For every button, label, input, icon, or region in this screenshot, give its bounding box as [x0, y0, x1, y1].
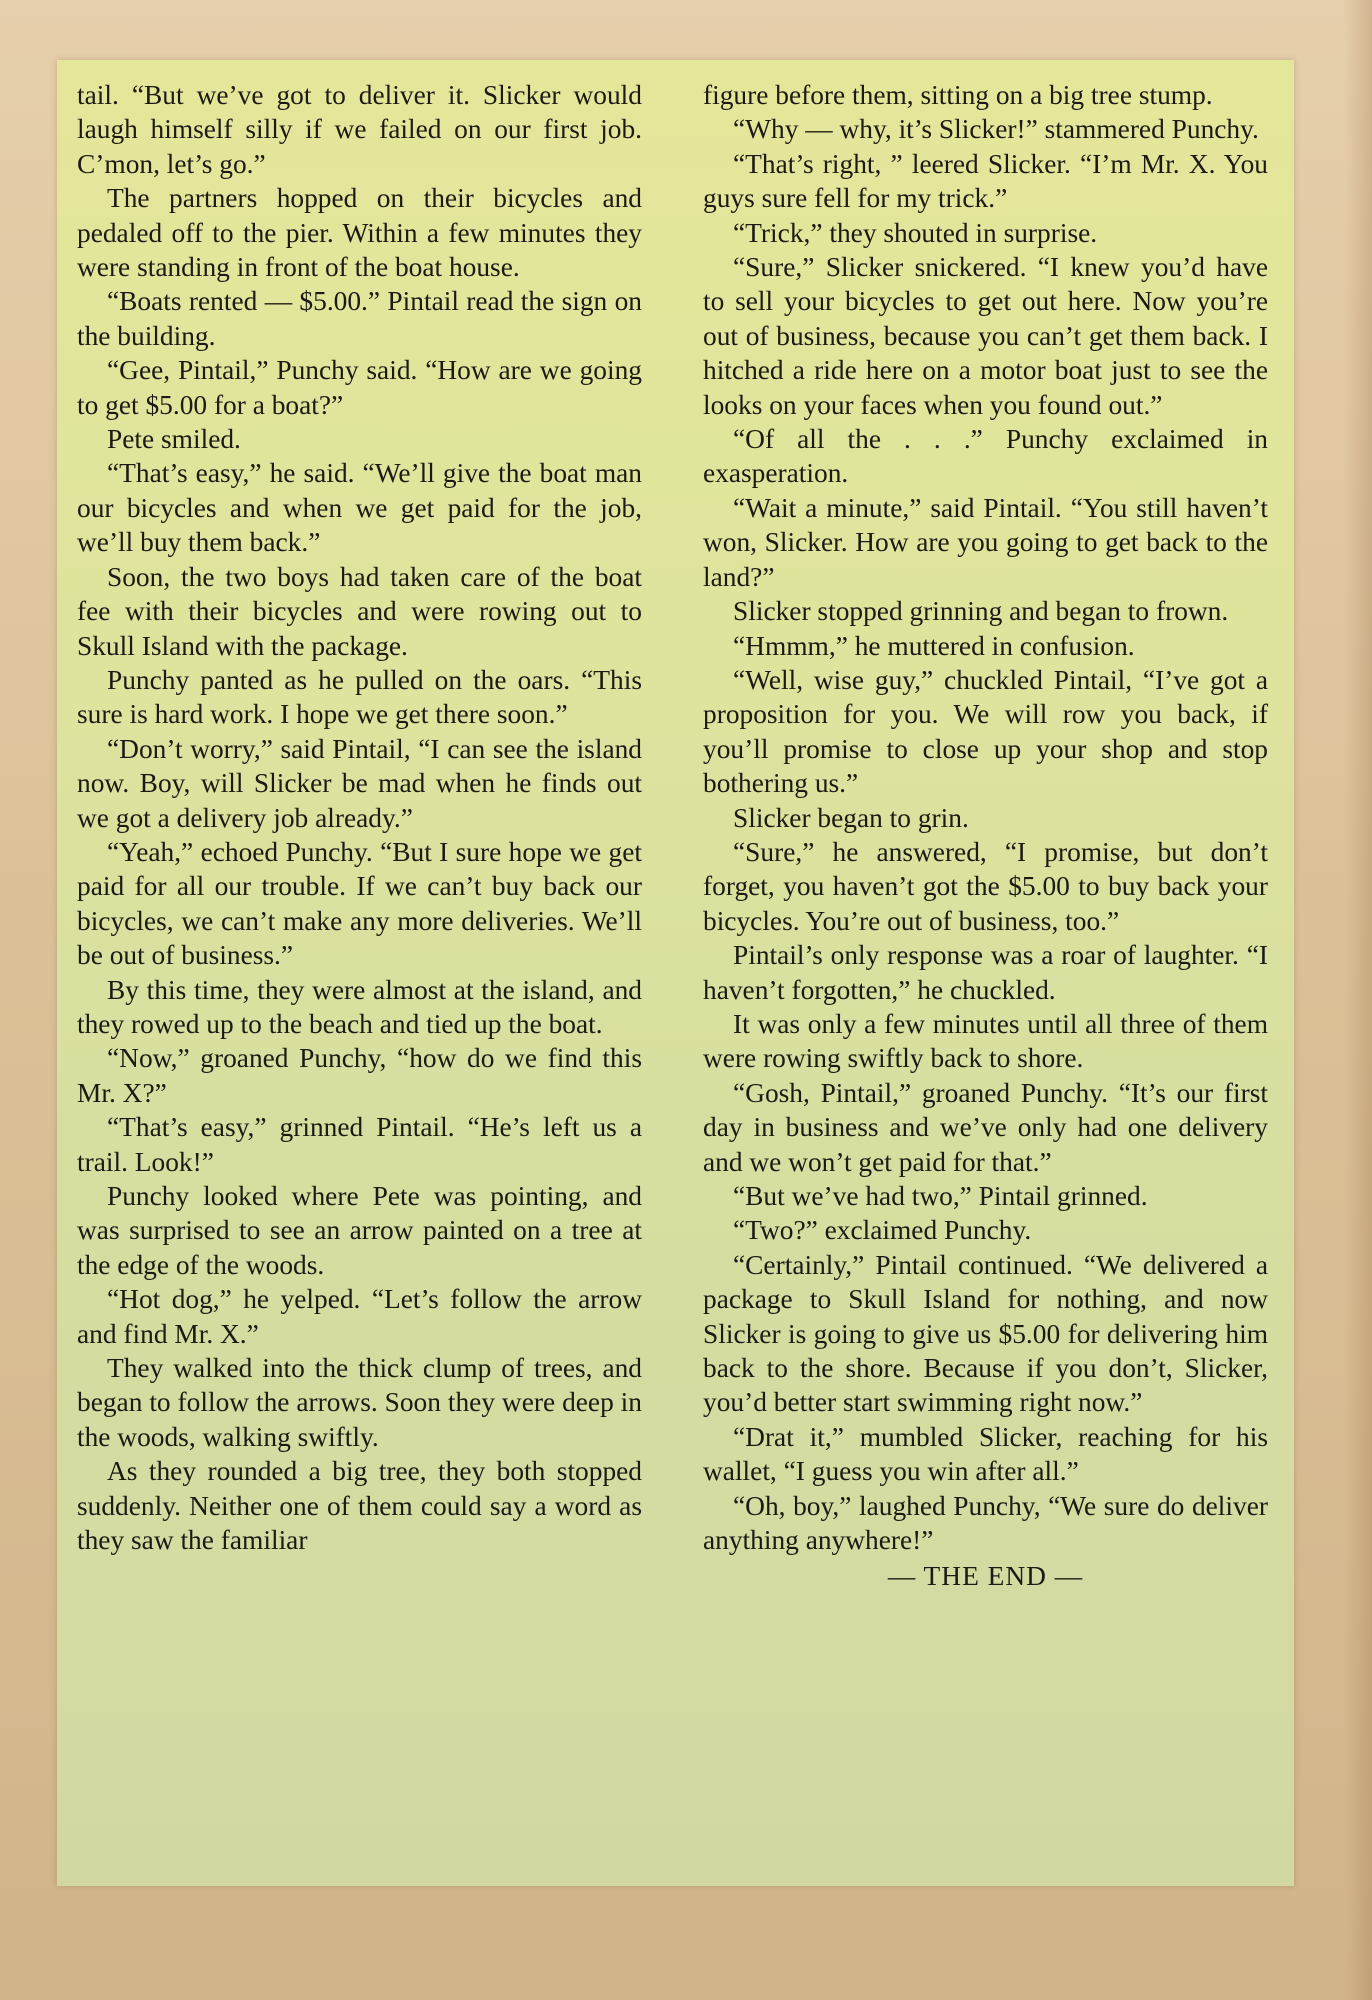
- paragraph: It was only a few minutes until all three of them were rowing swiftly back to shore.: [703, 1008, 1268, 1074]
- paragraph: By this time, they were almost at the island, and they rowed up to the beach and tied up the boat.: [77, 974, 642, 1039]
- paragraph: Soon, the two boys had taken care of the boat fee with their bicycles and were rowing out to Skull Island with the package.: [77, 561, 642, 661]
- paragraph: “Sure,” he answered, “I promise, but don’t forget, you haven’t got the $5.00 to buy back your bicycles. You’re out of business, too.”: [703, 836, 1268, 936]
- paragraph: Punchy looked where Pete was pointing, and was surprised to see an arrow painted on a tree at the edge of the woods.: [77, 1181, 642, 1280]
- paragraph: figure before them, sitting on a big tree stump.: [703, 80, 1213, 110]
- paragraph: “Drat it,” mumbled Slicker, reaching for his wallet, “I guess you win after all.”: [703, 1421, 1268, 1487]
- the-end-label: — THE END —: [887, 1561, 1084, 1592]
- paragraph: “Gee, Pintail,” Punchy said. “How are we going to get $5.00 for a boat?”: [77, 355, 642, 420]
- paragraph: “Boats rented — $5.00.” Pintail read the sign on the building.: [77, 286, 642, 351]
- paragraph: tail. “But we’ve got to deliver it. Slicker would laugh himself silly if we failed on our first job. C’mon, let’s go.”: [77, 80, 642, 179]
- right-column: [703, 78, 1268, 1594]
- story-panel: [57, 60, 1294, 1886]
- paragraph: Slicker stopped grinning and began to frown.: [733, 596, 1229, 627]
- paragraph: “Hot dog,” he yelped. “Let’s follow the arrow and find Mr. X.”: [77, 1284, 642, 1349]
- paragraph: “Don’t worry,” said Pintail, “I can see the island now. Boy, will Slicker be mad when he finds out we got a delivery job already.”: [77, 733, 642, 833]
- paragraph: “Sure,” Slicker snickered. “I knew you’d have to sell your bicycles to get out here. Now you’re out of business, because you can’t get them back. I hitched a ride here on a motor boat just to see the looks on your faces when you found out.”: [703, 252, 1268, 420]
- page-edge: [1344, 0, 1372, 2000]
- paragraph: Pete smiled.: [107, 424, 241, 455]
- paragraph: “Certainly,” Pintail continued. “We delivered a package to Skull Island for nothing, and now Slicker is going to give us $5.00 for delivering him back to the shore. Because if you don’t, Slicker, you’d better start swimming right now.”: [703, 1249, 1268, 1418]
- paragraph: Punchy panted as he pulled on the oars. “This sure is hard work. I hope we get there soon.”: [77, 664, 642, 730]
- paragraph: “Why — why, it’s Slicker!” stammered Punchy.: [733, 114, 1259, 145]
- paragraph: Pintail’s only response was a roar of laughter. “I haven’t forgotten,” he chuckled.: [703, 940, 1268, 1005]
- paragraph: “But we’ve had two,” Pintail grinned.: [733, 1181, 1148, 1211]
- left-column: [77, 78, 642, 1557]
- paragraph: “Wait a minute,” said Pintail. “You still haven’t won, Slicker. How are you going to get back to the land?”: [703, 492, 1268, 592]
- paragraph: “Hmmm,” he muttered in confusion.: [733, 630, 1135, 661]
- paragraph: As they rounded a big tree, they both stopped suddenly. Neither one of them could say a word as they saw the familiar: [77, 1456, 642, 1556]
- paragraph: Slicker began to grin.: [733, 802, 969, 833]
- paragraph: “Well, wise guy,” chuckled Pintail, “I’ve got a proposition for you. We will row you back, if you’ll promise to close up your shop and stop bothering us.”: [703, 664, 1268, 799]
- paragraph: “Trick,” they shouted in surprise.: [733, 217, 1098, 248]
- paragraph: “That’s easy,” he said. “We’ll give the boat man our bicycles and when we get paid for the job, we’ll buy them back.”: [77, 458, 642, 558]
- paragraph: The partners hopped on their bicycles and pedaled off to the pier. Within a few minutes they were standing in front of the boat house.: [77, 183, 642, 283]
- paragraph: “Yeah,” echoed Punchy. “But I sure hope we get paid for all our trouble. If we can’t buy back our bicycles, we can’t make any more deliveries. We’ll be out of business.”: [77, 836, 642, 971]
- paragraph: “Oh, boy,” laughed Punchy, “We sure do deliver anything anywhere!”: [703, 1490, 1268, 1556]
- paragraph: “Of all the . . .” Punchy exclaimed in exasperation.: [703, 424, 1268, 489]
- paragraph: “Now,” groaned Punchy, “how do we find this Mr. X?”: [77, 1043, 642, 1108]
- paragraph: “Two?” exclaimed Punchy.: [733, 1215, 1032, 1246]
- paragraph: “That’s easy,” grinned Pintail. “He’s left us a trail. Look!”: [77, 1112, 642, 1177]
- paragraph: “Gosh, Pintail,” groaned Punchy. “It’s our first day in business and we’ve only had one delivery and we won’t get paid for that.”: [703, 1077, 1268, 1177]
- paragraph: “That’s right, ” leered Slicker. “I’m Mr. X. You guys sure fell for my trick.”: [703, 148, 1268, 214]
- paragraph: They walked into the thick clump of trees, and began to follow the arrows. Soon they were deep in the woods, walking swiftly.: [77, 1353, 642, 1452]
